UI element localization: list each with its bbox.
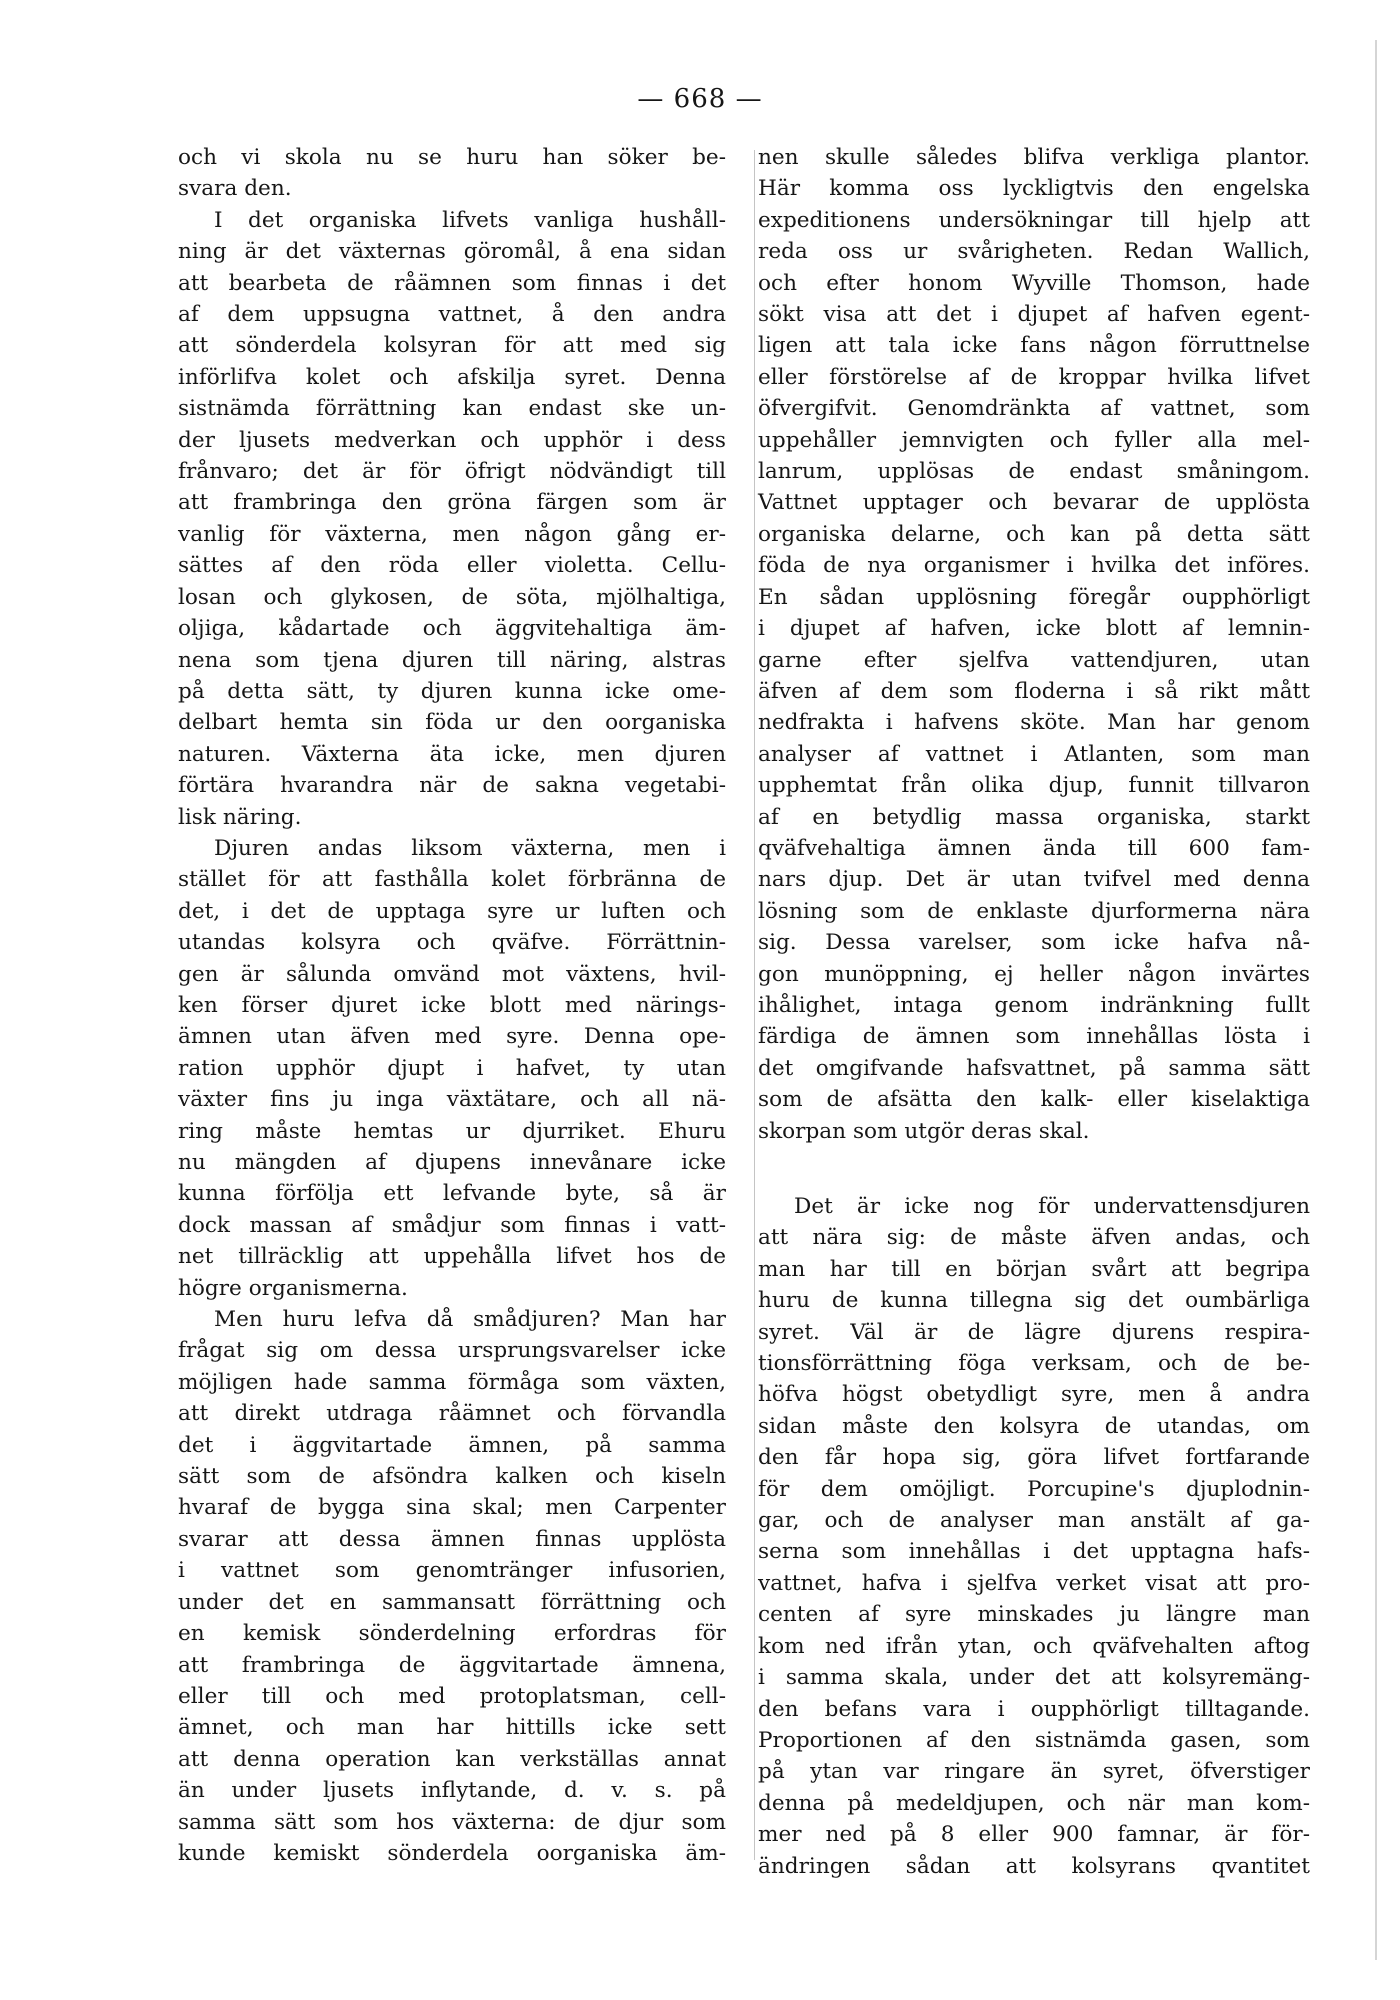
text-line: serna som innehållas i det upptagna hafs-	[758, 1539, 1310, 1565]
text-line: man har till en början svårt att begripa	[758, 1256, 1310, 1282]
text-line: denna på medeldjupen, och när man kom-	[758, 1790, 1310, 1816]
text-line: under det en sammansatt förrättning och	[178, 1589, 726, 1615]
text-line: ändringen sådan att kolsyrans qvantitet	[758, 1853, 1310, 1879]
text-line: dock massan af smådjur som finnas i vatt-	[178, 1212, 726, 1238]
text-line: centen af syre minskades ju längre man	[758, 1602, 1310, 1628]
text-line: för dem omöjligt. Porcupine's djuplodnin-	[758, 1476, 1310, 1502]
text-line: en kemisk sönderdelning erfordras för	[178, 1621, 726, 1647]
text-line: och efter honom Wyville Thomson, hade	[758, 270, 1310, 296]
text-line: möjligen hade samma förmåga som växten,	[178, 1369, 726, 1395]
text-line: ligen att tala icke fans någon förruttnelse	[758, 333, 1310, 359]
text-line: sig. Dessa varelser, som icke hafva nå-	[758, 930, 1310, 956]
text-line: att frambringa den gröna färgen som är	[178, 490, 726, 516]
text-line: utandas kolsyra och qväfve. Förrättnin-	[178, 930, 726, 956]
left-column	[178, 142, 726, 1869]
text-line: delbart hemta sin föda ur den oorganiska	[178, 710, 726, 736]
text-line: än under ljusets inflytande, d. v. s. på	[178, 1778, 726, 1804]
text-line: sättes af den röda eller violetta. Cellu-	[178, 553, 726, 579]
text-line: expeditionens undersökningar till hjelp att	[758, 207, 1310, 233]
text-line: på detta sätt, ty djuren kunna icke ome-	[178, 678, 726, 704]
text-line: Här komma oss lyckligtvis den engelska	[758, 176, 1310, 202]
text-line: kunde kemiskt sönderdela oorganiska äm-	[178, 1840, 726, 1866]
text-line: ration upphör djupt i hafvet, ty utan	[178, 1055, 726, 1081]
text-line: ring måste hemtas ur djurriket. Ehuru	[178, 1118, 726, 1144]
text-line: att denna operation kan verkställas annat	[178, 1746, 726, 1772]
text-line: af dem uppsugna vattnet, å den andra	[178, 302, 726, 328]
text-line: gar, och de analyser man anstält af ga-	[758, 1508, 1310, 1534]
text-line: den får hopa sig, göra lifvet fortfarande	[758, 1445, 1310, 1471]
text-line: samma sätt som hos växterna: de djur som	[178, 1809, 726, 1835]
text-line: Men huru lefva då smådjuren? Man har	[214, 1307, 726, 1333]
text-line: att sönderdela kolsyran för att med sig	[178, 333, 726, 359]
text-line: uppehåller jemnvigten och fyller alla mel-	[758, 427, 1310, 453]
text-line: svara den.	[178, 176, 292, 202]
text-line: lanrum, upplösas de endast småningom.	[758, 459, 1310, 485]
text-line: ihålighet, intaga genom indränkning fullt	[758, 992, 1310, 1018]
text-line: införlifva kolet och afskilja syret. Denna	[178, 364, 726, 390]
page-number: — 668 —	[637, 84, 763, 114]
text-line: kunna förfölja ett lefvande byte, så är	[178, 1181, 726, 1207]
text-line: ning är det växternas göromål, å ena sidan	[178, 239, 726, 265]
text-line: att frambringa de äggvitartade ämnena,	[178, 1652, 726, 1678]
text-line: i samma skala, under det att kolsyremäng-	[758, 1665, 1310, 1691]
text-line: organiska delarne, och kan på detta sätt	[758, 521, 1310, 547]
text-line: Vattnet upptager och bevarar de upplösta	[758, 490, 1310, 516]
text-line: ämnen utan äfven med syre. Denna ope-	[178, 1024, 726, 1050]
text-line: växter fins ju inga växtätare, och all nä-	[178, 1087, 726, 1113]
text-line: Proportionen af den sistnämda gasen, som	[758, 1727, 1310, 1753]
text-line: kom ned ifrån ytan, och qväfvehalten aftog	[758, 1633, 1310, 1659]
text-line: nu mängden af djupens innevånare icke	[178, 1150, 726, 1175]
text-line: nedfrakta i hafvens sköte. Man har genom	[758, 710, 1310, 736]
text-line: i djupet af hafven, icke blott af lemnin-	[758, 616, 1310, 642]
text-line: det i äggvitartade ämnen, på samma	[178, 1432, 726, 1458]
text-line: det, i det de upptaga syre ur luften och	[178, 898, 726, 924]
text-line: naturen. Växterna äta icke, men djuren	[178, 741, 726, 767]
column-divider	[754, 150, 755, 1860]
right-column	[758, 142, 1310, 1882]
text-line: reda oss ur svårigheten. Redan Wallich,	[758, 239, 1310, 265]
text-line: gon munöppning, ej heller någon invärtes	[758, 961, 1310, 987]
text-line: sistnämda förrättning kan endast ske un-	[178, 396, 726, 422]
text-line: huru de kunna tillegna sig det oumbärliga	[758, 1288, 1310, 1314]
text-line: En sådan upplösning föregår oupphörligt	[758, 584, 1310, 610]
text-line: af en betydlig massa organiska, starkt	[758, 804, 1310, 830]
text-line: i vattnet som genomtränger infusorien,	[178, 1558, 726, 1584]
text-line: att direkt utdraga råämnet och förvandla	[178, 1401, 726, 1427]
text-line: upphemtat från olika djup, funnit tillvaron	[758, 773, 1310, 799]
text-line: att nära sig: de måste äfven andas, och	[758, 1225, 1310, 1251]
text-line: ken förser djuret icke blott med närings-	[178, 992, 726, 1018]
text-line: losan och glykosen, de söta, mjölhaltiga,	[178, 584, 726, 610]
text-line: vanlig för växterna, men någon gång er-	[178, 521, 726, 547]
text-line: eller förstörelse af de kroppar hvilka lifvet	[758, 364, 1310, 390]
text-line: syret. Väl är de lägre djurens respira-	[758, 1319, 1310, 1345]
right-column-paragraph-1	[758, 142, 1310, 1147]
paragraph-gap	[758, 1147, 1310, 1191]
text-line: hvaraf de bygga sina skal; men Carpenter	[178, 1495, 726, 1521]
text-line: förtära hvarandra när de sakna vegetabi-	[178, 773, 726, 799]
text-line: på ytan var ringare än syret, öfverstiger	[758, 1759, 1310, 1785]
text-line: oljiga, kådartade och äggvitehaltiga äm-	[178, 616, 726, 642]
text-line: frågat sig om dessa ursprungsvarelser icke	[178, 1338, 726, 1364]
text-line: stället för att fasthålla kolet förbränna de	[178, 867, 726, 893]
text-line: net tillräcklig att uppehålla lifvet hos de	[178, 1244, 726, 1270]
text-line: nen skulle således blifva verkliga plantor.	[758, 145, 1310, 170]
text-line: och vi skola nu se huru han söker be-	[178, 145, 726, 170]
text-line: sidan måste den kolsyra de utandas, om	[758, 1413, 1310, 1439]
text-line: gen är sålunda omvänd mot växtens, hvil-	[178, 961, 726, 987]
text-line: eller till och med protoplatsman, cell-	[178, 1683, 726, 1709]
text-line: tionsförrättning föga verksam, och de be-	[758, 1351, 1310, 1377]
text-line: garne efter sjelfva vattendjuren, utan	[758, 647, 1310, 673]
right-column-paragraph-2	[758, 1191, 1310, 1882]
text-line: nars djup. Det är utan tvifvel med denna	[758, 867, 1310, 893]
text-line: att bearbeta de råämnen som finnas i det	[178, 270, 726, 296]
text-line: ämnet, och man har hittills icke sett	[178, 1715, 726, 1741]
text-line: frånvaro; det är för öfrigt nödvändigt till	[178, 459, 726, 485]
page-edge	[1375, 40, 1377, 1960]
text-line: sökt visa att det i djupet af hafven egent-	[758, 302, 1310, 328]
text-line: I det organiska lifvets vanliga hushåll-	[214, 207, 726, 233]
text-line: mer ned på 8 eller 900 famnar, är för-	[758, 1822, 1310, 1848]
text-line: höfva högst obetydligt syre, men å andra	[758, 1382, 1310, 1408]
text-line: lisk näring.	[178, 804, 302, 830]
text-line: vattnet, hafva i sjelfva verket visat att pro-	[758, 1570, 1310, 1596]
text-line: föda de nya organismer i hvilka det införes.	[758, 553, 1310, 579]
text-line: högre organismerna.	[178, 1275, 408, 1301]
text-line: äfven af dem som floderna i så rikt mått	[758, 678, 1310, 704]
text-line: som de afsätta den kalk- eller kiselaktiga	[758, 1087, 1310, 1113]
text-line: den befans vara i oupphörligt tilltagande.	[758, 1696, 1310, 1722]
text-line: Djuren andas liksom växterna, men i	[214, 835, 726, 861]
text-line: lösning som de enklaste djurformerna nära	[758, 898, 1310, 924]
text-line: öfvergifvit. Genomdränkta af vattnet, som	[758, 396, 1310, 422]
text-line: sätt som de afsöndra kalken och kiseln	[178, 1464, 726, 1490]
text-line: Det är icke nog för undervattensdjuren	[794, 1194, 1310, 1219]
text-line: der ljusets medverkan och upphör i dess	[178, 427, 726, 453]
text-line: nena som tjena djuren till näring, alstras	[178, 647, 726, 673]
text-line: färdiga de ämnen som innehållas lösta i	[758, 1024, 1310, 1050]
text-line: svarar att dessa ämnen finnas upplösta	[178, 1526, 726, 1552]
text-line: qväfvehaltiga ämnen ända till 600 fam-	[758, 835, 1310, 861]
text-line: analyser af vattnet i Atlanten, som man	[758, 741, 1310, 767]
text-line: skorpan som utgör deras skal.	[758, 1118, 1090, 1144]
text-line: det omgifvande hafsvattnet, på samma sätt	[758, 1055, 1310, 1081]
